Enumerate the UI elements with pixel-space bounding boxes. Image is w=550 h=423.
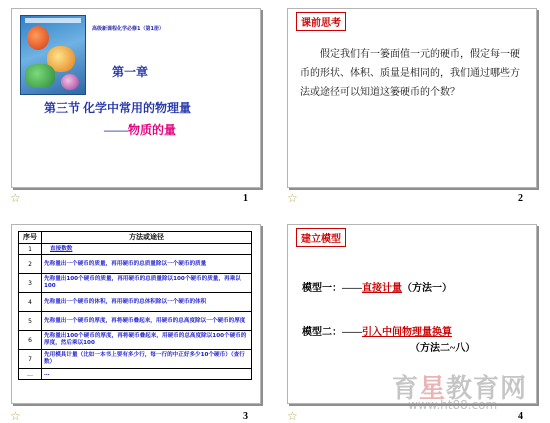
slide-number: 4 [518,411,523,422]
star-icon[interactable]: ☆ [287,191,298,205]
slide-4-tag: 建立模型 [296,228,346,247]
slide-1-header: 高级新课程化学必修1（第1册） [92,26,164,32]
col-header-method: 方法或途径 [42,232,252,244]
slide-1[interactable] [11,8,261,188]
watermark-char-2: 星 [419,374,447,404]
slide-2[interactable] [287,8,537,188]
slide-number: 1 [243,193,248,204]
table-row [19,369,252,380]
table-row [19,274,252,293]
watermark-char-1: 育 [392,374,420,404]
slide-2-body: 假定我们有一篓面值一元的硬币，假定每一硬币的形状、体积、质量是相同的，我们通过哪些方法或途径可以知道这篓硬币的个数？ [300,49,520,98]
table-row [19,244,252,255]
row-text: 先称量出100个硬币的厚度，再将硬币叠起来，用硬币的总高度除以100个硬币的厚度，然后乘以100 [42,331,252,350]
row-text: 先称量出一个硬币的厚度，再将硬币叠起来，用硬币的总高度除以一个硬币的厚度 [42,312,252,331]
table-row [19,350,252,369]
row-no: 6 [19,331,42,350]
subtitle-dash: —— [104,123,128,137]
row-no: 1 [19,244,42,255]
table-header-row [19,232,252,244]
table-row [19,312,252,331]
row-text: 先称量出一个硬币的质量，再用硬币的总质量除以一个硬币的质量 [42,255,252,274]
row-no: 2 [19,255,42,274]
model-2-note: （方法二~八） [410,343,476,354]
row-text: 先称量出100个硬币的质量，再用硬币的总质量除以100个硬币的质量，再乘以100 [42,274,252,293]
slide-number: 2 [518,193,523,204]
col-header-no: 序号 [19,232,42,244]
watermark-url: www.ht88.com [408,398,498,412]
table-row [19,255,252,274]
row-text: 直接数数 [42,244,252,255]
model-2-text: 引入中间物理量换算 [362,327,452,338]
slide-1-chapter: 第一章 [112,65,149,79]
model-1-line [302,279,452,294]
slide-1-section: 第三节 化学中常用的物理量 [44,101,192,115]
model-2-dash: —— [342,327,362,338]
model-1-note: （方法一） [402,283,452,294]
star-icon[interactable]: ☆ [10,409,21,423]
model-2-line [302,323,452,338]
slide-3[interactable] [11,224,261,404]
methods-table [18,231,252,380]
table-row [19,331,252,350]
watermark-char-3: 教育网 [446,374,528,404]
star-icon[interactable]: ☆ [10,191,21,205]
row-text: 先用模具计量（比如一本书上要有多少行，每一行的中正好多少10个硬币）（查行数） [42,350,252,369]
row-text: 先称量出一个硬币的体积，再用硬币的总体积除以一个硬币的体积 [42,293,252,312]
model-2-label: 模型二： [302,327,342,338]
model-1-text: 直接计量 [362,283,402,294]
row-text: … [42,369,252,380]
textbook-cover-image [20,15,86,95]
row-no: 4 [19,293,42,312]
model-1-label: 模型一： [302,283,342,294]
model-1-dash: —— [342,283,362,294]
row-no: 7 [19,350,42,369]
table-row [19,293,252,312]
slide-2-tag: 课前思考 [296,12,346,31]
row-no: 5 [19,312,42,331]
row-no: 3 [19,274,42,293]
star-icon[interactable]: ☆ [287,409,298,423]
subtitle-text: 物质的量 [128,123,177,137]
slide-number: 3 [243,411,248,422]
slide-1-subtitle [104,121,176,138]
row-no: … [19,369,42,380]
